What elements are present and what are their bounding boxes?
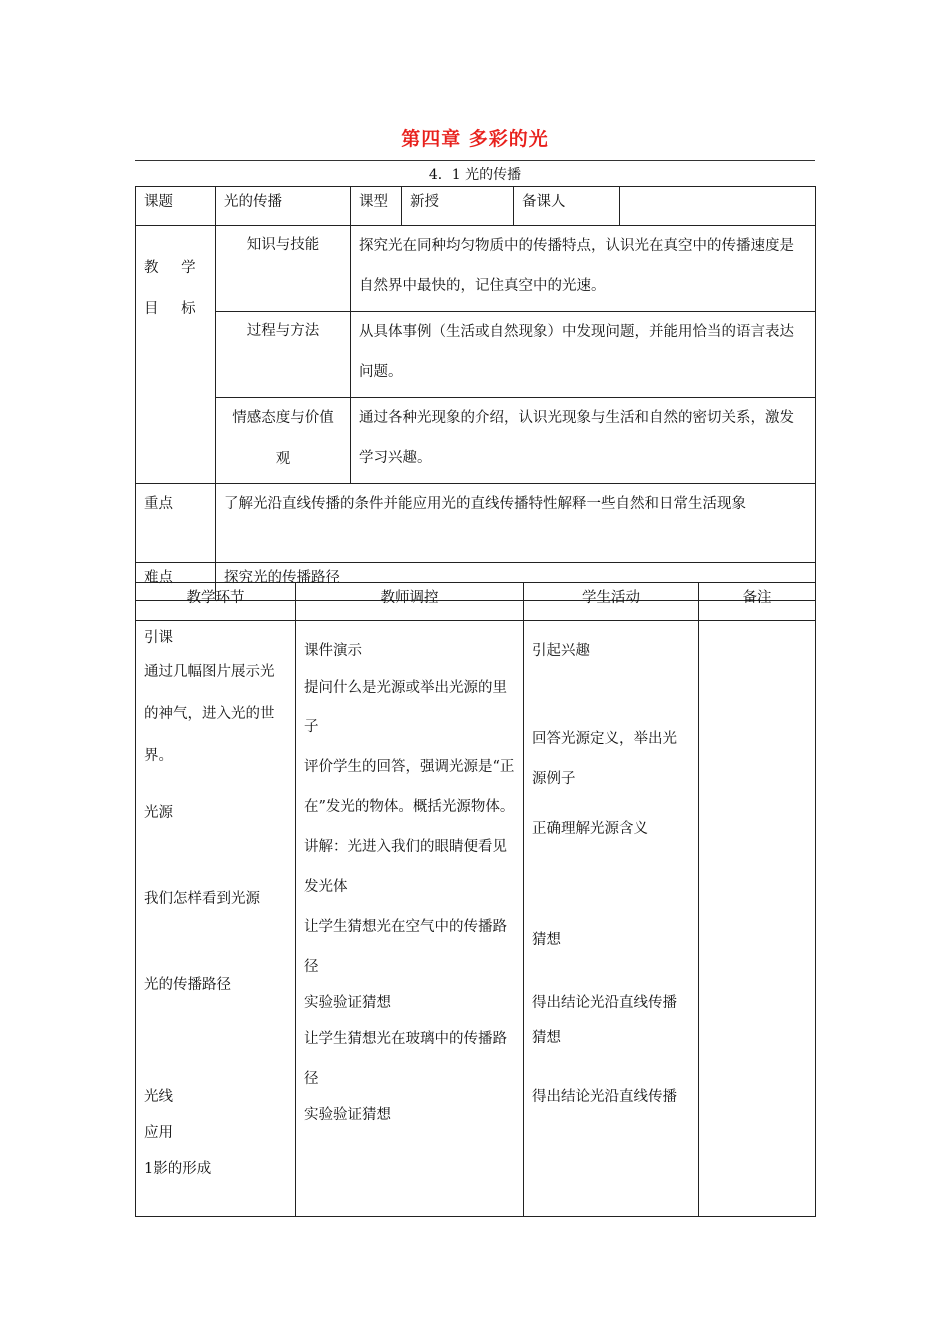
lesson-plan-table bbox=[135, 186, 816, 601]
type-value-cell bbox=[402, 187, 514, 226]
teacher-column bbox=[296, 621, 524, 1217]
type-value: 新授 bbox=[410, 194, 439, 210]
lesson-subtitle: 4．1 光的传播 bbox=[428, 167, 522, 183]
teacher-item: 实验验证猜想 bbox=[304, 995, 391, 1011]
objective-text-cell bbox=[351, 312, 816, 398]
stage-item: 引课 bbox=[144, 630, 173, 646]
student-item: 得出结论光沿直线传播 bbox=[532, 995, 677, 1011]
objective-category-cell bbox=[216, 312, 351, 398]
student-item: 猜想 bbox=[532, 1030, 561, 1046]
type-label: 课型 bbox=[359, 194, 388, 210]
key-point-text-cell bbox=[216, 484, 816, 563]
stage-item: 我们怎样看到光源 bbox=[144, 891, 260, 907]
preparer-value-cell bbox=[620, 187, 816, 226]
chapter-title: 第四章 多彩的光 bbox=[401, 128, 549, 150]
stage-item: 通过几幅图片展示光的神气，进入光的世界。 bbox=[144, 664, 275, 764]
student-item: 引起兴趣 bbox=[532, 643, 590, 659]
objective-text: 从具体事例（生活或自然现象）中发现问题，并能用恰当的语言表达问题。 bbox=[359, 324, 794, 380]
header-student: 学生活动 bbox=[582, 590, 640, 606]
stage-item: 1影的形成 bbox=[144, 1161, 212, 1177]
preparer-value bbox=[620, 187, 815, 195]
topic-label-cell bbox=[136, 187, 216, 226]
student-item: 猜想 bbox=[532, 932, 561, 948]
student-item: 正确理解光源含义 bbox=[532, 821, 648, 837]
objective-text-cell bbox=[351, 398, 816, 484]
difficulty-label: 难点 bbox=[144, 570, 173, 586]
topic-label: 课题 bbox=[144, 194, 173, 210]
preparer-label: 备课人 bbox=[522, 194, 566, 210]
stage-item: 应用 bbox=[144, 1125, 173, 1141]
stage-item: 光源 bbox=[144, 805, 173, 821]
student-item: 得出结论光沿直线传播 bbox=[532, 1089, 677, 1105]
key-point-label-cell bbox=[136, 484, 216, 563]
key-point-label: 重点 bbox=[144, 496, 173, 512]
teacher-item: 课件演示 bbox=[304, 643, 362, 659]
objective-text: 探究光在同种均匀物质中的传播特点，认识光在真空中的传播速度是自然界中最快的，记住真空中的光速。 bbox=[359, 238, 794, 294]
topic-value-cell bbox=[216, 187, 351, 226]
topic-value: 光的传播 bbox=[224, 194, 282, 210]
teacher-item: 评价学生的回答，强调光源是“正在”发光的物体。概括光源物体。 bbox=[304, 759, 515, 815]
objective-category: 过程与方法 bbox=[246, 323, 320, 339]
objective-category: 情感态度与价值观 bbox=[232, 410, 334, 467]
teacher-item: 实验验证猜想 bbox=[304, 1107, 391, 1123]
objective-category-cell bbox=[216, 226, 351, 312]
stage-column bbox=[136, 621, 296, 1217]
objective-text: 通过各种光现象的介绍，认识光现象与生活和自然的密切关系，激发学习兴趣。 bbox=[359, 410, 794, 466]
notes-column bbox=[699, 621, 816, 1217]
header-notes-cell bbox=[699, 583, 816, 621]
header-stage: 教学环节 bbox=[186, 590, 245, 606]
teacher-item: 提问什么是光源或举出光源的里子 bbox=[304, 680, 507, 735]
teacher-item: 讲解：光进入我们的眼睛便看见发光体 bbox=[304, 839, 507, 895]
type-label-cell bbox=[351, 187, 402, 226]
teacher-item: 让学生猜想光在空气中的传播路径 bbox=[304, 919, 507, 975]
title-divider bbox=[135, 160, 815, 161]
student-item: 回答光源定义，举出光源例子 bbox=[532, 731, 677, 787]
stage-item: 光线 bbox=[144, 1089, 173, 1105]
header-teacher-cell bbox=[296, 583, 524, 621]
header-teacher: 教师调控 bbox=[380, 590, 439, 606]
header-notes: 备注 bbox=[742, 590, 772, 606]
objective-text-cell bbox=[351, 226, 816, 312]
objectives-label: 教 学 目 标 bbox=[144, 260, 205, 317]
objectives-label-cell bbox=[136, 226, 216, 484]
header-student-cell bbox=[524, 583, 699, 621]
stage-item: 光的传播路径 bbox=[144, 977, 231, 993]
objective-category-cell bbox=[216, 398, 351, 484]
header-stage-cell bbox=[136, 583, 296, 621]
teaching-process-table bbox=[135, 582, 816, 1217]
preparer-label-cell bbox=[514, 187, 620, 226]
student-column bbox=[524, 621, 699, 1217]
difficulty-text: 探究光的传播路径 bbox=[224, 570, 340, 586]
teacher-item: 让学生猜想光在玻璃中的传播路径 bbox=[304, 1031, 507, 1087]
objective-category: 知识与技能 bbox=[246, 237, 320, 253]
key-point-text: 了解光沿直线传播的条件并能应用光的直线传播特性解释一些自然和日常生活现象 bbox=[224, 496, 746, 512]
notes-text bbox=[699, 621, 815, 629]
